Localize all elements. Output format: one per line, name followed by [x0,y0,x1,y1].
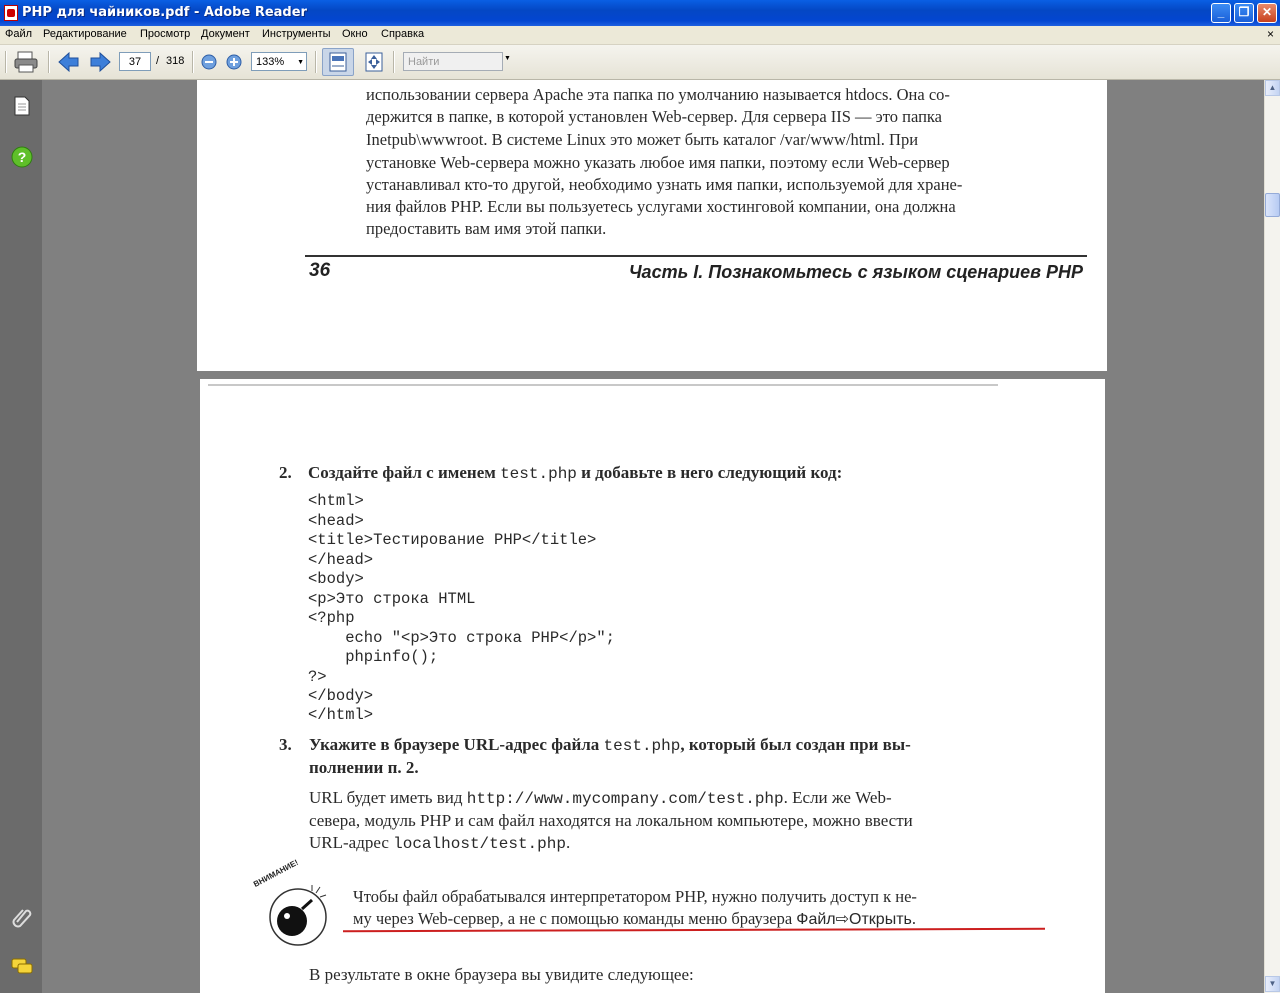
step-2-text-b: и добавьте в него следующий код: [576,463,843,482]
step-2-number: 2. [279,463,292,482]
pages-icon[interactable] [12,95,32,117]
previous-page-icon[interactable] [58,52,80,72]
warning-line-1: Чтобы файл обрабатывался интерпретатором PHP, нужно получить доступ к не- [353,887,917,906]
step-3-body-line-1 [309,788,892,808]
scrollbar-thumb[interactable] [1265,193,1280,217]
pdf-page-36 [197,80,1107,371]
fit-width-button[interactable] [322,48,354,76]
step-3-body-text-b: . Если же Web- [783,788,892,807]
document-close-icon[interactable]: × [1266,27,1274,41]
page-text-line: ния файлов PHP. Если вы пользуетесь услугами хостинговой компании, она должна [366,197,956,216]
total-pages: 318 [166,55,185,67]
code-line: <head> [308,512,364,530]
svg-text:?: ? [17,149,27,165]
toolbar-separator [192,51,194,73]
warning-menu-path: Файл⇨Открыть [796,911,912,928]
footer-rule [305,255,1087,257]
vertical-scrollbar[interactable] [1264,80,1280,993]
menu-file[interactable]: Файл [5,28,33,40]
menu-view[interactable]: Просмотр [140,28,191,40]
code-line: </body> [308,687,374,705]
step-2-code: test.php [500,465,577,483]
step-3-code: test.php [603,737,681,755]
next-page-icon[interactable] [89,52,111,72]
step-3-body-line-3 [309,833,570,853]
attachments-icon[interactable] [11,906,33,928]
toolbar-separator [315,51,317,73]
pdf-app-icon [4,5,18,21]
code-line: <html> [308,492,364,510]
pdf-page-37 [200,379,1105,993]
help-icon[interactable] [11,146,33,168]
page-text-line: предоставить вам имя этой папки. [366,219,607,238]
warning-text-a: му через Web-сервер, а не с помощью команды меню браузера [353,909,797,928]
fit-width-icon [329,52,347,72]
title-bar [0,0,1280,26]
page-number-input[interactable]: 37 [119,52,151,71]
code-line: <title>Тестирование PHP</title> [308,531,597,549]
step-3-number: 3. [279,735,292,754]
code-line: <body> [308,570,364,588]
page-text-line: Inetpub\wwwroot. В системе Linux это может быть каталог /var/www/html. При [366,130,919,149]
zoom-select[interactable] [251,52,307,71]
code-line: <?php [308,609,355,627]
menu-tools[interactable]: Инструменты [262,28,331,40]
menu-bar [0,26,1280,45]
step-3-body-text-d: . [565,833,571,852]
zoom-in-icon[interactable] [226,54,242,70]
warning-badge-label: ВНИМАНИЕ! [252,857,300,889]
page-text-line: устанавливал кто-то другой, необходимо узнать имя папки, используемой для хране- [366,175,963,194]
toolbar-grip [5,51,7,73]
result-line: В результате в окне браузера вы увидите следующее: [309,965,694,984]
minimize-button[interactable]: _ [1211,3,1231,23]
window-title: PHP для чайников.pdf - Adobe Reader [22,5,307,20]
step-3-body-url: http://www.mycompany.com/test.php [466,790,784,808]
warning-line-2 [353,909,916,929]
printer-icon[interactable] [13,51,39,73]
full-screen-icon[interactable] [365,52,383,72]
step-2-text-a: Создайте файл с именем [308,463,501,482]
step-3-text-a: Укажите в браузере URL-адрес файла [309,735,604,754]
step-3-body-text-c: URL-адрес [309,833,394,852]
search-input[interactable]: Найти [403,52,503,71]
step-3-text-b: , который был создан при вы- [680,735,911,754]
toolbar-separator [48,51,50,73]
code-line: </head> [308,551,374,569]
code-line: phpinfo(); [308,648,439,666]
warning-text-b: . [911,909,916,928]
step-3-heading-line-1 [309,735,911,755]
running-footer-title: Часть I. Познакомьтесь с языком сценариев PHP [628,262,1083,282]
page-text-line: держится в папке, в которой установлен Web-сервер. Для сервера IIS — это папка [366,107,942,126]
step-3-body-line-2: севера, модуль PHP и сам файл находятся на локальном компьютере, можно ввести [309,811,913,830]
menu-document[interactable]: Документ [201,28,250,40]
scan-edge [208,384,998,386]
menu-help[interactable]: Справка [381,28,425,40]
step-3-heading-line-2: полнении п. 2. [309,758,419,777]
toolbar-separator [393,51,395,73]
toolbar [0,45,1280,80]
code-line: <p>Это строка HTML [308,590,476,608]
scroll-down-icon[interactable]: ▼ [1265,976,1280,992]
search-dropdown-icon[interactable]: ▼ [504,55,511,62]
comments-icon[interactable] [10,956,34,978]
scroll-up-icon[interactable]: ▲ [1265,80,1280,96]
chevron-down-icon: ▼ [297,59,304,66]
page-number: 36 [309,260,331,281]
page-text-line: использовании сервера Apache эта папка по умолчанию называется htdocs. Она со- [366,85,950,104]
step-3-body-localhost: localhost/test.php [393,835,566,853]
menu-window[interactable]: Окно [342,28,368,40]
navigation-panel [0,80,42,993]
code-line: ?> [308,668,327,686]
step-2-heading [308,463,842,483]
code-line: echo "<p>Это строка PHP</p>"; [308,629,615,647]
close-button[interactable]: ✕ [1257,3,1277,23]
restore-button[interactable]: ❐ [1234,3,1254,23]
zoom-value: 133% [256,56,285,68]
menu-edit[interactable]: Редактирование [43,28,127,40]
code-line: </html> [308,706,374,724]
page-text-line: установке Web-сервера можно указать любое имя папки, поэтому если Web-сервер [366,153,950,172]
step-3-body-text-a: URL будет иметь вид [309,788,467,807]
page-separator: / [156,55,160,67]
zoom-out-icon[interactable] [201,54,217,70]
